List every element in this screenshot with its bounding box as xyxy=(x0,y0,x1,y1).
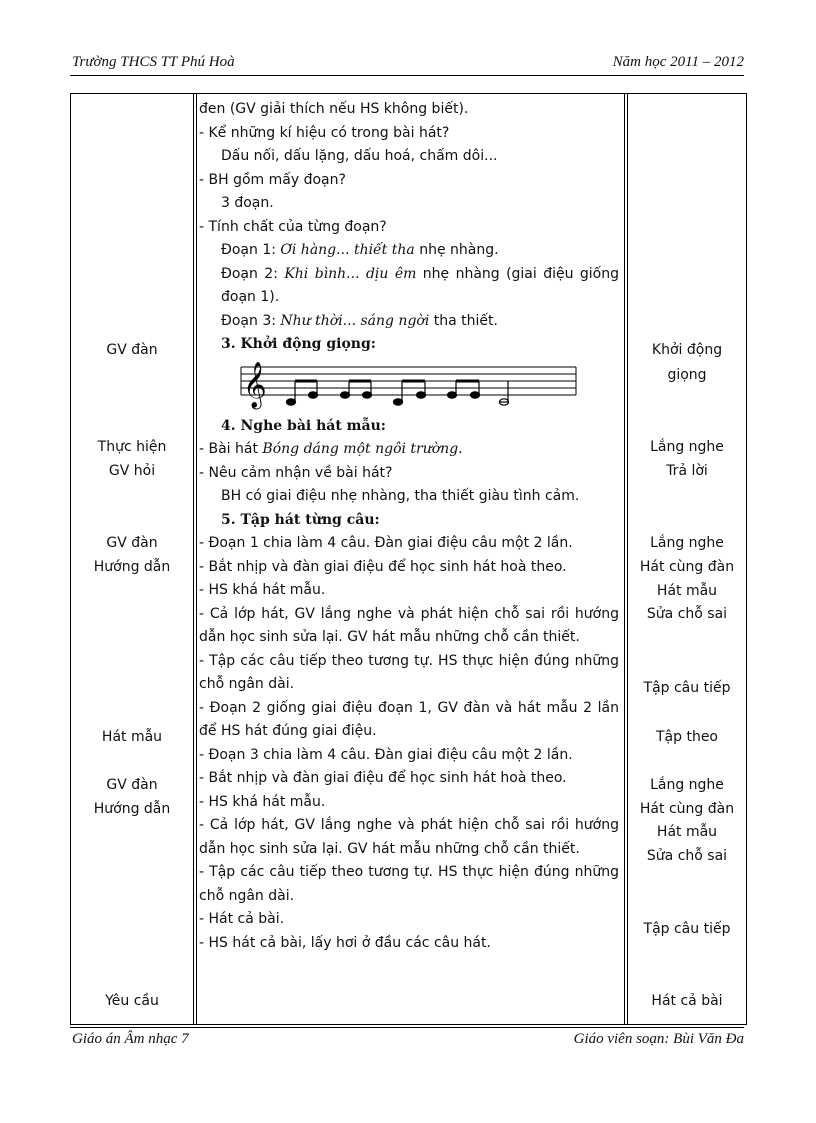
student-note: Khởi động xyxy=(651,342,723,358)
content-line: - Tập các câu tiếp theo tương tự. HS thực hiện đúng những chỗ ngân dài. xyxy=(199,864,619,904)
treble-clef-icon: 𝄞 xyxy=(243,361,267,408)
content-line: - Kể những kí hiệu có trong bài hát? xyxy=(199,124,450,141)
content-line: - Đoạn 1 chia làm 4 câu. Đàn giai điệu câu một 2 lần. xyxy=(199,535,573,551)
teacher-name: Giáo viên soạn: Bùi Văn Đa xyxy=(573,1031,744,1047)
content-line: đen (GV giải thích nếu HS không biết). xyxy=(199,101,469,117)
student-note: Hát mẫu xyxy=(656,824,718,840)
activity-content xyxy=(199,98,619,955)
content-line: Đoạn 1: Ơi hàng... thiết tha nhẹ nhàng. xyxy=(221,242,499,258)
student-note: giọng xyxy=(667,367,707,383)
content-line: - Tính chất của từng đoạn? xyxy=(199,218,387,235)
content-line: - Bắt nhịp và đàn giai điệu để học sinh hát hoà theo. xyxy=(199,770,567,786)
column-divider xyxy=(627,93,628,1024)
column-divider xyxy=(193,93,194,1024)
teacher-note: GV đàn xyxy=(106,777,158,793)
content-line: 3 đoạn. xyxy=(221,195,274,211)
school-name: Trường THCS TT Phú Hoà xyxy=(72,54,235,70)
content-line: - Bài hát Bóng dáng một ngôi trường. xyxy=(199,441,463,457)
content-line: - Hát cả bài. xyxy=(199,911,285,927)
student-note: Sửa chỗ sai xyxy=(646,606,728,622)
header-rule xyxy=(70,75,744,76)
column-divider xyxy=(624,93,625,1024)
teacher-note: GV hỏi xyxy=(108,463,156,479)
footer-rule xyxy=(70,1027,744,1028)
page-footer xyxy=(70,1030,744,1052)
teacher-note: Yêu cầu xyxy=(105,993,159,1009)
content-line: - BH gồm mấy đoạn? xyxy=(199,171,346,188)
content-line: - Cả lớp hát, GV lắng nghe và phát hiện chỗ sai rồi hướng dẫn học sinh sửa lại. GV hát mẫu những chỗ cần thiết. xyxy=(199,605,619,645)
student-note: Tập theo xyxy=(655,729,718,745)
teacher-note: Hướng dẫn xyxy=(93,801,171,817)
content-line: - HS hát cả bài, lấy hơi ở đầu các câu hát. xyxy=(199,934,491,951)
content-line: - Bắt nhịp và đàn giai điệu để học sinh hát hoà theo. xyxy=(199,558,567,575)
content-line: - HS khá hát mẫu. xyxy=(199,582,326,598)
section-heading-listen: 4. Nghe bài hát mẫu: xyxy=(221,417,386,434)
student-note: Hát cùng đàn xyxy=(639,801,735,817)
content-line: - Đoạn 2 giống giai điệu đoạn 1, GV đàn và hát mẫu 2 lần để HS hát đúng giai điệu. xyxy=(199,699,619,739)
content-line: Đoạn 3: Như thời... sáng ngời tha thiết. xyxy=(221,312,498,329)
student-note: Lắng nghe xyxy=(650,535,724,551)
content-line: - Cả lớp hát, GV lắng nghe và phát hiện chỗ sai rồi hướng dẫn học sinh sửa lại. GV hát mẫu những chỗ cần thiết. xyxy=(199,817,619,857)
music-staff xyxy=(199,357,619,411)
student-note: Lắng nghe xyxy=(650,777,724,793)
teacher-note: GV đàn xyxy=(106,342,158,358)
section-heading-warmup: 3. Khởi động giọng: xyxy=(221,336,376,352)
student-note: Tập câu tiếp xyxy=(643,921,731,937)
section-heading-practice: 5. Tập hát từng câu: xyxy=(221,511,380,528)
column-divider xyxy=(196,93,197,1024)
content-line: Dấu nối, dấu lặng, dấu hoá, chấm dôi... xyxy=(221,148,498,164)
vocal-warmup-notation xyxy=(199,357,619,411)
content-line: - Đoạn 3 chia làm 4 câu. Đàn giai điệu câu một 2 lần. xyxy=(199,746,573,763)
student-note: Hát cả bài xyxy=(651,993,723,1009)
content-line: - Tập các câu tiếp theo tương tự. HS thực hiện đúng những chỗ ngân dài. xyxy=(199,652,619,692)
student-note: Lắng nghe xyxy=(650,439,724,455)
lesson-plan-title: Giáo án Âm nhạc 7 xyxy=(72,1031,189,1047)
student-note: Tập câu tiếp xyxy=(643,680,731,696)
content-line: - HS khá hát mẫu. xyxy=(199,793,326,810)
student-note: Trả lời xyxy=(666,463,708,479)
teacher-note: Hát mẫu xyxy=(101,729,163,745)
student-note: Sửa chỗ sai xyxy=(646,848,728,864)
school-year: Năm học 2011 – 2012 xyxy=(612,54,744,70)
content-line: BH có giai điệu nhẹ nhàng, tha thiết giàu tình cảm. xyxy=(221,488,580,504)
content-line: Đoạn 2: Khi bình... dịu êm nhẹ nhàng (giai điệu giống đoạn 1). xyxy=(221,265,619,305)
teacher-note: GV đàn xyxy=(106,535,158,551)
student-note: Hát mẫu xyxy=(656,583,718,599)
teacher-note: Thực hiện xyxy=(97,439,167,455)
teacher-note: Hướng dẫn xyxy=(93,559,171,575)
student-note: Hát cùng đàn xyxy=(639,559,735,575)
page-header xyxy=(70,52,744,76)
content-line: - Nêu cảm nhận về bài hát? xyxy=(199,464,393,481)
